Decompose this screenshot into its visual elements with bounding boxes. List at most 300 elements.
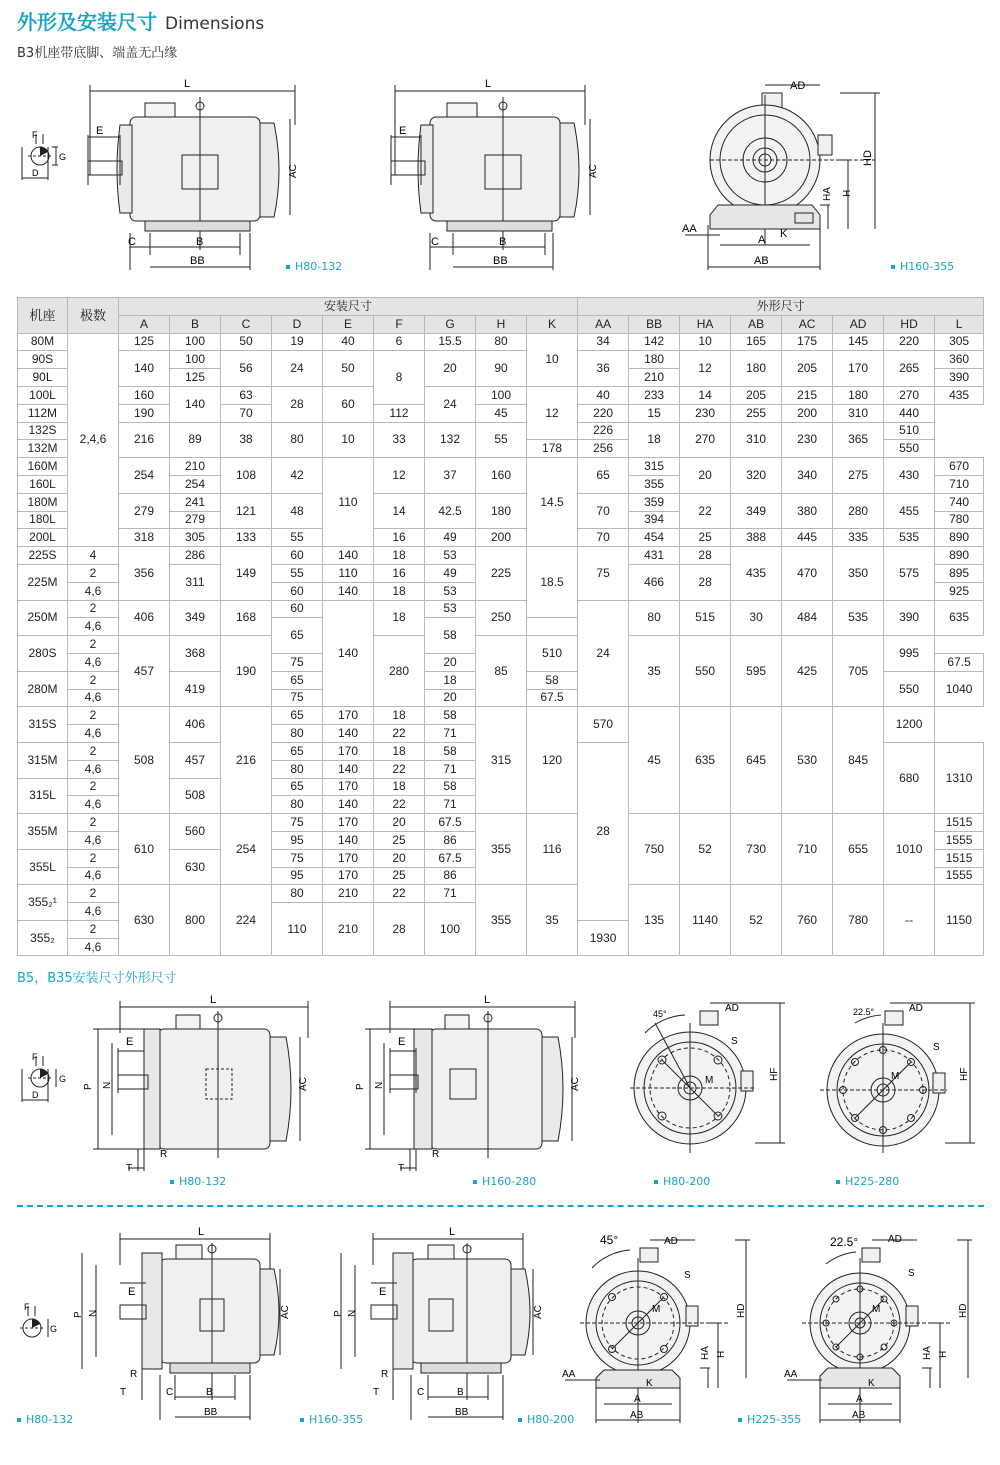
cell-e: 80 <box>272 422 323 458</box>
cell-pole: 2 <box>68 920 119 938</box>
cell-g: 49 <box>425 564 476 582</box>
cell-frame: 100L <box>18 386 68 404</box>
cell-l: 1930 <box>578 920 629 956</box>
cell-ac: 780 <box>833 885 884 956</box>
cell-h: 132 <box>425 422 476 458</box>
cell-e: 170 <box>323 867 374 885</box>
cell-aa: 75 <box>578 547 629 600</box>
dim-n: N <box>88 1309 99 1317</box>
cell-d: 75 <box>272 689 323 707</box>
cell-l: 1515 <box>935 849 984 867</box>
dim-bb: BB <box>455 1407 469 1418</box>
dim-p: P <box>83 1083 94 1090</box>
dim-ab: AB <box>852 1410 866 1421</box>
dim-22-5: 22.5° <box>830 1235 859 1249</box>
cell-f: 20 <box>425 653 476 671</box>
th-frame: 机座 <box>18 298 68 334</box>
cell-f: 18 <box>425 671 476 689</box>
dim-h: H <box>938 1350 949 1358</box>
motor-side-view-h160 <box>385 75 615 275</box>
th-col-d: D <box>272 315 323 333</box>
cell-c: 50 <box>221 333 272 351</box>
cell-ac: 535 <box>833 600 884 636</box>
cell-h: 180 <box>476 493 527 529</box>
cell-hd: 535 <box>884 529 935 547</box>
cell-bb: 454 <box>629 529 680 547</box>
cell-b: 100 <box>170 333 221 351</box>
dim-hd: HD <box>736 1303 747 1318</box>
cell-e: 170 <box>323 814 374 832</box>
cell-ab: 205 <box>731 386 782 404</box>
cell-b: 368 <box>170 636 221 672</box>
cell-d: 80 <box>272 796 323 814</box>
cell-frame: 90S <box>18 351 68 369</box>
cell-e: 210 <box>323 903 374 956</box>
cell-g: 86 <box>425 867 476 885</box>
cell-c: 121 <box>221 493 272 529</box>
cell-g: 58 <box>527 671 578 689</box>
cell-c: 89 <box>170 422 221 458</box>
fig-label-b5-h80-132: H80-132 <box>170 1175 226 1188</box>
dim-b: B <box>206 1387 213 1398</box>
dim-ac: AC <box>298 1077 309 1091</box>
cell-b: 406 <box>170 707 221 743</box>
cell-ha: 18 <box>629 422 680 458</box>
cell-pole: 4,6 <box>68 831 119 849</box>
cell-a: 610 <box>119 814 170 885</box>
cell-bb: 1140 <box>680 885 731 956</box>
table-row <box>18 351 984 369</box>
cell-d: 55 <box>272 564 323 582</box>
cell-d: 75 <box>272 653 323 671</box>
b35-side-view-h80-132 <box>70 1225 300 1425</box>
cell-g: 67.5 <box>527 689 578 707</box>
cell-l: 1200 <box>884 707 935 743</box>
cell-l: 895 <box>935 564 984 582</box>
cell-f: 22 <box>374 760 425 778</box>
dim-g: G <box>50 1324 58 1334</box>
cell-pole: 4,6 <box>68 867 119 885</box>
cell-aa: 65 <box>578 458 629 494</box>
cell-pole: 4,6 <box>68 618 119 636</box>
cell-aa: 36 <box>578 351 629 387</box>
cell-ac: 175 <box>782 333 833 351</box>
cell-pole: 4,6 <box>68 582 119 600</box>
cell-g: 71 <box>425 725 476 743</box>
cell-e: 140 <box>323 831 374 849</box>
cell-g: 33 <box>374 422 425 458</box>
cell-f: 22 <box>374 725 425 743</box>
cell-c: 133 <box>221 529 272 547</box>
cell-l: 1310 <box>935 742 984 813</box>
cell-bb: 431 <box>629 547 680 565</box>
cell-b: 125 <box>170 369 221 387</box>
cell-pole: 2 <box>68 600 119 618</box>
cell-l: 305 <box>935 333 984 351</box>
cell-e: 170 <box>323 742 374 760</box>
cell-pole: 2 <box>68 636 119 654</box>
cell-g: 24 <box>425 386 476 422</box>
dim-ad: AD <box>725 1003 739 1014</box>
cell-frame: 132M <box>18 440 68 458</box>
cell-frame: 112M <box>18 404 68 422</box>
th-col-bb: BB <box>629 315 680 333</box>
cell-k: 24 <box>578 600 629 707</box>
cell-f: 18 <box>374 742 425 760</box>
cell-b: 800 <box>170 885 221 956</box>
cell-h: 100 <box>476 386 527 404</box>
cell-c: 108 <box>221 458 272 494</box>
dim-c: C <box>128 236 136 248</box>
cell-ha: 12 <box>680 351 731 387</box>
cell-d: 65 <box>272 742 323 760</box>
cell-l: 740 <box>935 493 984 511</box>
th-col-c: C <box>221 315 272 333</box>
cell-ad: 425 <box>782 636 833 707</box>
cell-c: 168 <box>221 600 272 636</box>
cell-ab: 635 <box>680 707 731 814</box>
fig-label-b35-h160-355: H160-355 <box>300 1413 363 1426</box>
cell-g: 58 <box>425 778 476 796</box>
cell-frame: 180M <box>18 493 68 511</box>
th-col-b: B <box>170 315 221 333</box>
dim-l: L <box>485 78 492 90</box>
dim-l: L <box>449 1226 456 1238</box>
cell-k: 14.5 <box>527 458 578 547</box>
cell-a: 125 <box>119 333 170 351</box>
dim-aa: AA <box>562 1369 576 1380</box>
cell-frame: 200L <box>18 529 68 547</box>
cell-bb: 550 <box>884 671 935 707</box>
cell-frame: 225M <box>18 564 68 600</box>
cell-ad: 145 <box>833 333 884 351</box>
cell-k: 10 <box>527 333 578 386</box>
cell-ad: 170 <box>833 351 884 387</box>
dim-s: S <box>731 1036 738 1047</box>
title-en: Dimensions <box>165 14 265 34</box>
dim-f: F <box>32 1052 38 1062</box>
table-row <box>18 333 984 351</box>
dim-p: P <box>73 1311 84 1318</box>
cell-ac: 310 <box>731 422 782 458</box>
th-outline: 外形尺寸 <box>578 298 984 316</box>
cell-aa: 116 <box>527 814 578 885</box>
cell-a: 406 <box>119 600 170 636</box>
cell-bb: 220 <box>578 404 629 422</box>
cell-g: 58 <box>425 618 476 654</box>
cell-g: 37 <box>425 458 476 494</box>
cell-d: 60 <box>272 547 323 565</box>
th-col-a: A <box>119 315 170 333</box>
cell-f: 28 <box>374 903 425 956</box>
cell-b: 140 <box>170 386 221 422</box>
cell-c: 63 <box>221 386 272 404</box>
dim-ha: HA <box>922 1346 933 1360</box>
cell-l: 890 <box>935 529 984 547</box>
table-row <box>18 814 984 832</box>
cell-ab: 165 <box>731 333 782 351</box>
cell-bb: 359 <box>629 493 680 511</box>
cell-h: 315 <box>476 707 527 814</box>
cell-b: 241 <box>170 493 221 511</box>
cell-pole: 4,6 <box>68 903 119 921</box>
cell-d: 80 <box>272 725 323 743</box>
cell-ha: 14 <box>680 386 731 404</box>
cell-f: 18 <box>374 600 425 636</box>
cell-hd: 705 <box>833 636 884 707</box>
cell-ad: 275 <box>833 458 884 494</box>
cell-e: 50 <box>323 351 374 387</box>
cell-f: 20 <box>425 689 476 707</box>
dimensions-table <box>17 297 984 956</box>
dim-n: N <box>347 1309 358 1317</box>
cell-ad: 200 <box>782 404 833 422</box>
cell-d: 95 <box>272 831 323 849</box>
cell-e: 170 <box>323 849 374 867</box>
cell-g: 58 <box>425 742 476 760</box>
dim-hf: HF <box>959 1067 970 1081</box>
cell-h: 280 <box>374 636 425 707</box>
cell-l: 390 <box>935 369 984 387</box>
cell-f: 16 <box>374 529 425 547</box>
section-divider <box>17 1205 984 1207</box>
cell-l: 670 <box>935 458 984 476</box>
cell-hd: 270 <box>884 386 935 404</box>
cell-l: 1040 <box>935 671 984 707</box>
cell-frame: 180L <box>18 511 68 529</box>
cell-frame: 250M <box>18 600 68 636</box>
cell-ac: 470 <box>782 547 833 600</box>
dim-n: N <box>102 1081 113 1089</box>
th-col-e: E <box>323 315 374 333</box>
dim-t: T <box>398 1163 405 1174</box>
cell-ha: 22 <box>680 493 731 529</box>
cell-ha: 52 <box>731 885 782 956</box>
page-title <box>17 6 264 34</box>
cell-ac: 595 <box>731 636 782 707</box>
dim-ac: AC <box>288 164 299 178</box>
cell-f: 18 <box>374 547 425 565</box>
cell-a: 356 <box>119 547 170 600</box>
cell-l: 360 <box>935 351 984 369</box>
dim-h: H <box>842 189 853 197</box>
th-col-ad: AD <box>833 315 884 333</box>
cell-a: 216 <box>119 422 170 458</box>
cell-hd: 265 <box>884 351 935 387</box>
dim-bb: BB <box>493 255 508 267</box>
dim-bb: BB <box>204 1407 218 1418</box>
dim-m: M <box>705 1075 714 1086</box>
cell-ac: 710 <box>782 814 833 885</box>
cell-ha: 28 <box>680 547 731 565</box>
cell-l: 1555 <box>935 867 984 885</box>
cell-pole: 4,6 <box>68 796 119 814</box>
cell-ad: 230 <box>782 422 833 458</box>
cell-l: 710 <box>935 475 984 493</box>
cell-pole: 2 <box>68 814 119 832</box>
cell-f: 20 <box>374 849 425 867</box>
cell-l: 440 <box>884 404 935 422</box>
dim-n: N <box>374 1081 385 1089</box>
cell-c: 216 <box>221 707 272 814</box>
cell-ha: 15 <box>629 404 680 422</box>
cell-a: 190 <box>119 404 170 422</box>
cell-b: 508 <box>170 778 221 814</box>
cell-bb: 680 <box>884 742 935 813</box>
cell-e: 140 <box>323 725 374 743</box>
cell-g: 58 <box>425 707 476 725</box>
cell-b: 305 <box>170 529 221 547</box>
cell-frame: 315M <box>18 742 68 778</box>
cell-hd: 310 <box>833 404 884 422</box>
cell-h: 355 <box>476 885 527 956</box>
cell-pole: 4,6 <box>68 725 119 743</box>
cell-hd: 220 <box>884 333 935 351</box>
cell-b: 630 <box>170 849 221 885</box>
cell-hd: 430 <box>884 458 935 494</box>
cell-ab: 320 <box>731 458 782 494</box>
dim-f: F <box>24 1302 30 1312</box>
cell-c: 224 <box>221 885 272 956</box>
cell-ab: 435 <box>731 547 782 600</box>
dim-c: C <box>166 1387 174 1398</box>
th-pole: 极数 <box>68 298 119 334</box>
cell-ab: 270 <box>680 422 731 458</box>
cell-h: 200 <box>476 529 527 547</box>
cell-h: 160 <box>476 458 527 494</box>
motor-side-view-h80-132 <box>80 75 310 275</box>
cell-frame: 280M <box>18 671 68 707</box>
dim-e: E <box>128 1286 136 1298</box>
cell-aa: 70 <box>578 493 629 529</box>
dim-ad: AD <box>909 1003 923 1014</box>
cell-f: 18 <box>374 582 425 600</box>
cell-d: 38 <box>221 422 272 458</box>
th-col-ab: AB <box>731 315 782 333</box>
fig-label-b35-h80-200: H80-200 <box>518 1413 574 1426</box>
cell-bb: 466 <box>629 564 680 600</box>
dim-45: 45° <box>653 1009 667 1019</box>
cell-aa: 70 <box>578 529 629 547</box>
cell-ha: 20 <box>680 458 731 494</box>
cell-pole: 4,6 <box>68 938 119 956</box>
cell-ha: 25 <box>680 529 731 547</box>
title-cn: 外形及安装尺寸 <box>17 10 157 34</box>
dim-ac: AC <box>280 1305 291 1319</box>
cell-ab: 484 <box>782 600 833 636</box>
cell-e: 40 <box>323 333 374 351</box>
cell-ha: 45 <box>629 707 680 814</box>
b35-side-view-h160-355 <box>333 1225 563 1425</box>
cell-l: 550 <box>884 440 935 458</box>
cell-b: 457 <box>170 742 221 778</box>
th-col-g: G <box>425 315 476 333</box>
b35-front-view-h225-355 <box>782 1228 982 1428</box>
cell-ac: 645 <box>731 707 782 814</box>
cell-frame: 132S <box>18 422 68 440</box>
cell-bb: 142 <box>629 333 680 351</box>
dim-k: K <box>646 1378 653 1389</box>
dim-r: R <box>432 1149 440 1160</box>
cell-d: 48 <box>272 493 323 529</box>
shaft-section-diagram <box>18 128 78 188</box>
cell-h: 225 <box>476 547 527 600</box>
cell-frame: 80M <box>18 333 68 351</box>
dim-s: S <box>684 1270 691 1281</box>
cell-f: 22 <box>374 885 425 903</box>
cell-pole: 2 <box>68 564 119 582</box>
cell-hd: 365 <box>833 422 884 458</box>
cell-d: 65 <box>272 707 323 725</box>
cell-e: 210 <box>323 885 374 903</box>
table-row <box>18 493 984 511</box>
cell-ad: 530 <box>782 707 833 814</box>
dim-ac: AC <box>588 164 599 178</box>
cell-bb: 210 <box>629 369 680 387</box>
cell-e: 170 <box>323 778 374 796</box>
cell-k: 28 <box>578 742 629 920</box>
cell-ad: 655 <box>833 814 884 885</box>
cell-b: 210 <box>170 458 221 476</box>
table-row <box>18 422 984 440</box>
dim-b: B <box>499 236 507 248</box>
cell-l: 1555 <box>935 831 984 849</box>
section2-title: B5，B35安装尺寸外形尺寸 <box>17 971 177 986</box>
cell-frame: 315L <box>18 778 68 814</box>
fig-label-b35-h225-355: H225-355 <box>738 1413 801 1426</box>
dim-l: L <box>210 994 217 1006</box>
cell-d: 65 <box>272 778 323 796</box>
fig-label-b5-h80-200: H80-200 <box>654 1175 710 1188</box>
cell-e: 110 <box>323 564 374 582</box>
cell-frame: 355₂ <box>18 920 68 956</box>
cell-c: 56 <box>221 351 272 387</box>
th-col-hd: HD <box>884 315 935 333</box>
dim-aa: AA <box>784 1369 798 1380</box>
cell-hd: 845 <box>833 707 884 814</box>
cell-ab: 760 <box>782 885 833 956</box>
dim-hd: HD <box>958 1303 969 1318</box>
cell-g: 100 <box>425 903 476 956</box>
cell-aa: 120 <box>527 707 578 814</box>
cell-d: 80 <box>272 760 323 778</box>
fig-label-h160-355: H160-355 <box>891 260 954 273</box>
cell-ac: 215 <box>782 386 833 404</box>
cell-aa: 55 <box>476 422 527 458</box>
cell-l: 995 <box>884 636 935 672</box>
cell-h: 250 <box>476 600 527 636</box>
dim-g: G <box>59 152 67 162</box>
cell-l: 925 <box>935 582 984 600</box>
cell-e: 140 <box>323 582 374 600</box>
cell-hd: 455 <box>884 493 935 529</box>
cell-e: 60 <box>323 386 374 422</box>
cell-k: 12 <box>527 386 578 439</box>
cell-g: 53 <box>425 582 476 600</box>
cell-d: 65 <box>272 671 323 689</box>
b5-side-view-h160-280 <box>350 993 590 1178</box>
cell-ad: 180 <box>833 386 884 404</box>
cell-d: 24 <box>272 351 323 387</box>
dim-a: A <box>634 1394 641 1405</box>
cell-pole: 2 <box>68 742 119 760</box>
cell-e: 140 <box>323 600 374 707</box>
dim-g: G <box>59 1074 67 1084</box>
dim-r: R <box>160 1149 168 1160</box>
dim-e: E <box>126 1036 134 1048</box>
subtitle: B3机座带底脚、端盖无凸缘 <box>17 46 178 61</box>
cell-frame: 315S <box>18 707 68 743</box>
